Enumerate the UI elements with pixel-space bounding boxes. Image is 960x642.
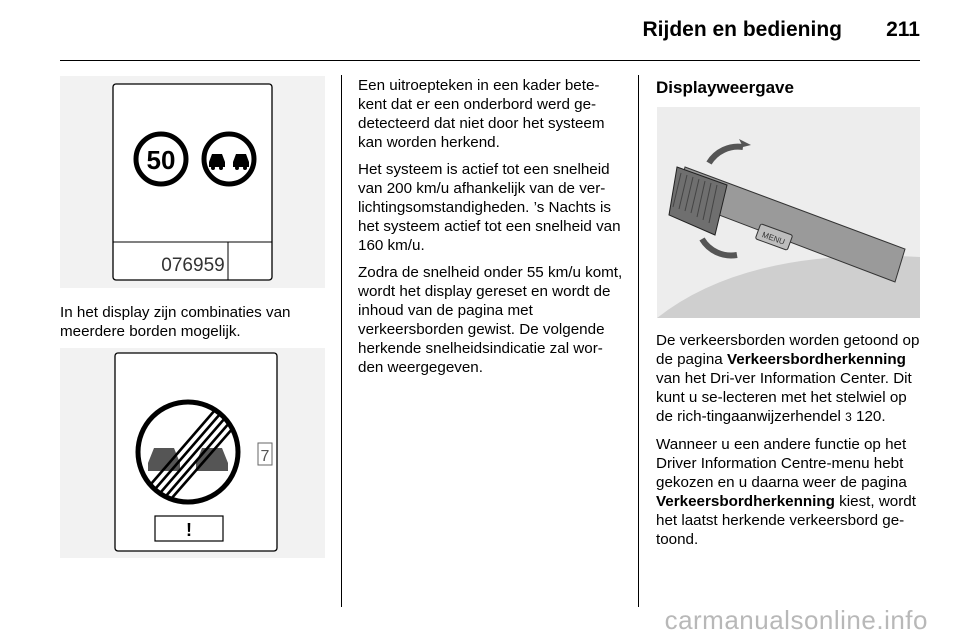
turn-signal-lever-illustration <box>657 107 920 318</box>
sign-display-figure-1 <box>60 76 325 288</box>
column-divider-1 <box>341 75 342 607</box>
side-badge-text: 7 <box>260 448 270 465</box>
text-span: 120. <box>851 408 886 425</box>
paragraph-display-2 <box>656 435 924 549</box>
no-overtaking-sign <box>204 134 254 184</box>
watermark: carmanualsonline.info <box>664 605 928 635</box>
end-no-overtaking-sign <box>138 402 238 502</box>
section-heading: Displayweergave <box>656 78 794 97</box>
page-number: 211 <box>886 18 920 41</box>
text-span: van het Dri-ver Information Center. Dit kunt u se-lecteren met het stelwiel op de rich-tingaanwijzerhendel <box>656 370 912 425</box>
steering-lever-figure <box>657 107 920 318</box>
text-span: Wanneer u een andere functie op het Driver Information Centre-menu hebt gekozen en u daarna weer de pagina <box>656 436 907 491</box>
column-2-text <box>358 76 626 385</box>
header-title: Rijden en bediening <box>642 18 842 41</box>
paragraph-1: Een uitroepteken in een kader bete-kent dat er een onderbord werd ge-detecteerd dat niet door het systeem kan worden herkend. <box>358 77 605 151</box>
menu-button-label: MENU <box>760 230 787 247</box>
paragraph-2: Het systeem is actief tot een snelheid van 200 km/u afhankelijk van de ver-lichtingsomstandigheden. ’s Nachts is het systeem actief tot een snelheid van 160 km/u. <box>358 161 621 254</box>
exclamation-plate: ! <box>186 520 192 540</box>
caption-paragraph <box>60 303 330 349</box>
page-reference-icon: 3 <box>845 410 852 424</box>
column-3-text <box>656 331 924 557</box>
menu-name-bold: Verkeersbordherkenning <box>726 351 906 368</box>
sign-display-illustration-2 <box>60 348 325 558</box>
figure-code: 076959 <box>161 255 225 276</box>
sign-display-figure-2 <box>60 348 325 558</box>
text-span: De verkeersborden worden getoond op de pagina <box>656 332 920 368</box>
text-span: kiest, wordt het laatst herkende verkeersbord ge-toond. <box>656 493 916 548</box>
speed-limit-sign <box>136 134 186 184</box>
column-3-heading-block <box>656 78 924 105</box>
sign-display-illustration-1 <box>60 76 325 288</box>
caption-text: In het display zijn combinaties van meerdere borden mogelijk. <box>60 304 291 340</box>
paragraph-display-1 <box>656 331 924 427</box>
menu-name-bold: Verkeersbordherkenning <box>656 493 835 510</box>
header-rule <box>60 60 920 61</box>
speed-limit-value: 50 <box>146 145 176 175</box>
column-divider-2 <box>638 75 639 607</box>
paragraph-3: Zodra de snelheid onder 55 km/u komt, wordt het display gereset en wordt de inhoud van de pagina met verkeersborden gewist. De volgende herkende snelheidsindicatie zal wor-den weergegeven. <box>358 264 623 376</box>
